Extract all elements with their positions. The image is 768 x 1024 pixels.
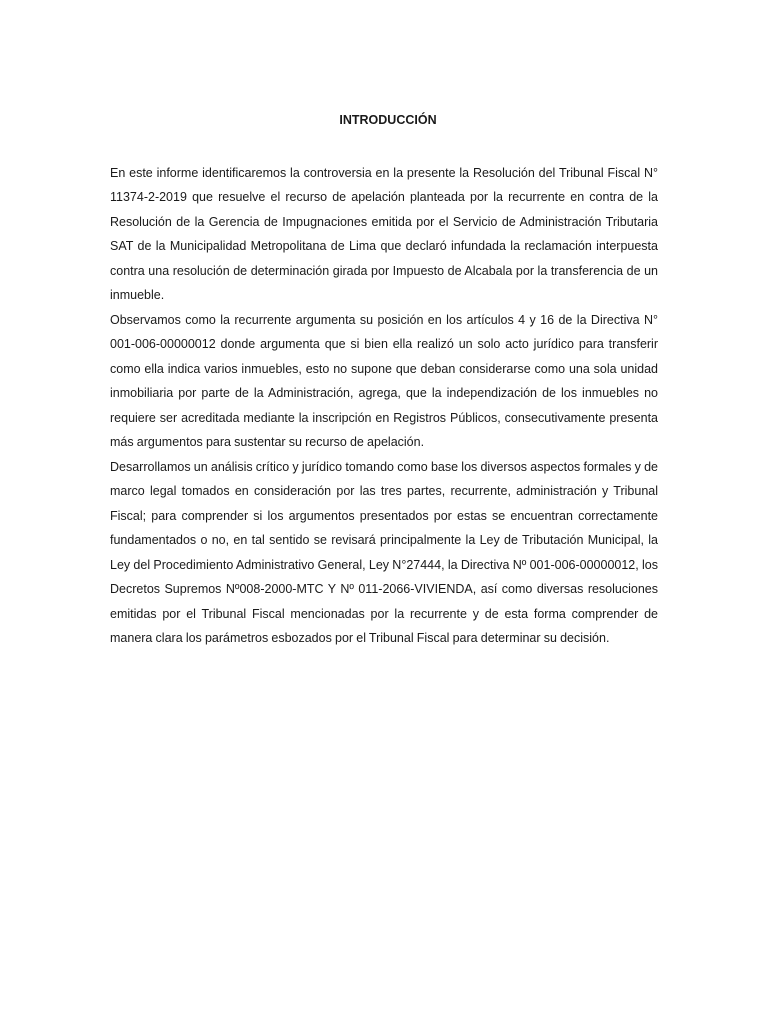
paragraph-2: Observamos como la recurrente argumenta su posición en los artículos 4 y 16 de la Directiva N° 001-006-00000012 donde argumenta que si bien ella realizó un solo acto jurídico para transferir como ella indica varios inmuebles, esto no supone que deban considerarse como una sola unidad inmobiliaria por parte de la Administración, agrega, que la independización de los inmuebles no requiere ser acreditada mediante la inscripción en Registros Públicos, consecutivamente presenta más argumentos para sustentar su recurso de apelación.: [110, 312, 658, 449]
page-title: INTRODUCCIÓN: [339, 113, 437, 127]
paragraph-3: Desarrollamos un análisis crítico y jurídico tomando como base los diversos aspectos formales y de marco legal tomados en consideración por las tres partes, recurrente, administración y Tribunal Fiscal; para comprender si los argumentos presentados por estas se encuentran correctamente fundamentados o no, en tal sentido se revisará principalmente la Ley de Tributación Municipal, la Ley del Procedimiento Administrativo General, Ley N°27444, la Directiva Nº 001-006-00000012, los Decretos Supremos Nº008-2000-MTC Y Nº 011-2066-VIVIENDA, así como diversas resoluciones emitidas por el Tribunal Fiscal mencionadas por la recurrente y de esta forma comprender de manera clara los parámetros esbozados por el Tribunal Fiscal para determinar su decisión.: [110, 459, 658, 645]
paragraph-1: En este informe identificaremos la controversia en la presente la Resolución del Tribunal Fiscal N° 11374-2-2019 que resuelve el recurso de apelación planteada por la recurrente en contra de la Resolución de la Gerencia de Impugnaciones emitida por el Servicio de Administración Tributaria SAT de la Municipalidad Metropolitana de Lima que declaró infundada la reclamación interpuesta contra una resolución de determinación girada por Impuesto de Alcabala por la transferencia de un inmueble.: [110, 165, 658, 302]
